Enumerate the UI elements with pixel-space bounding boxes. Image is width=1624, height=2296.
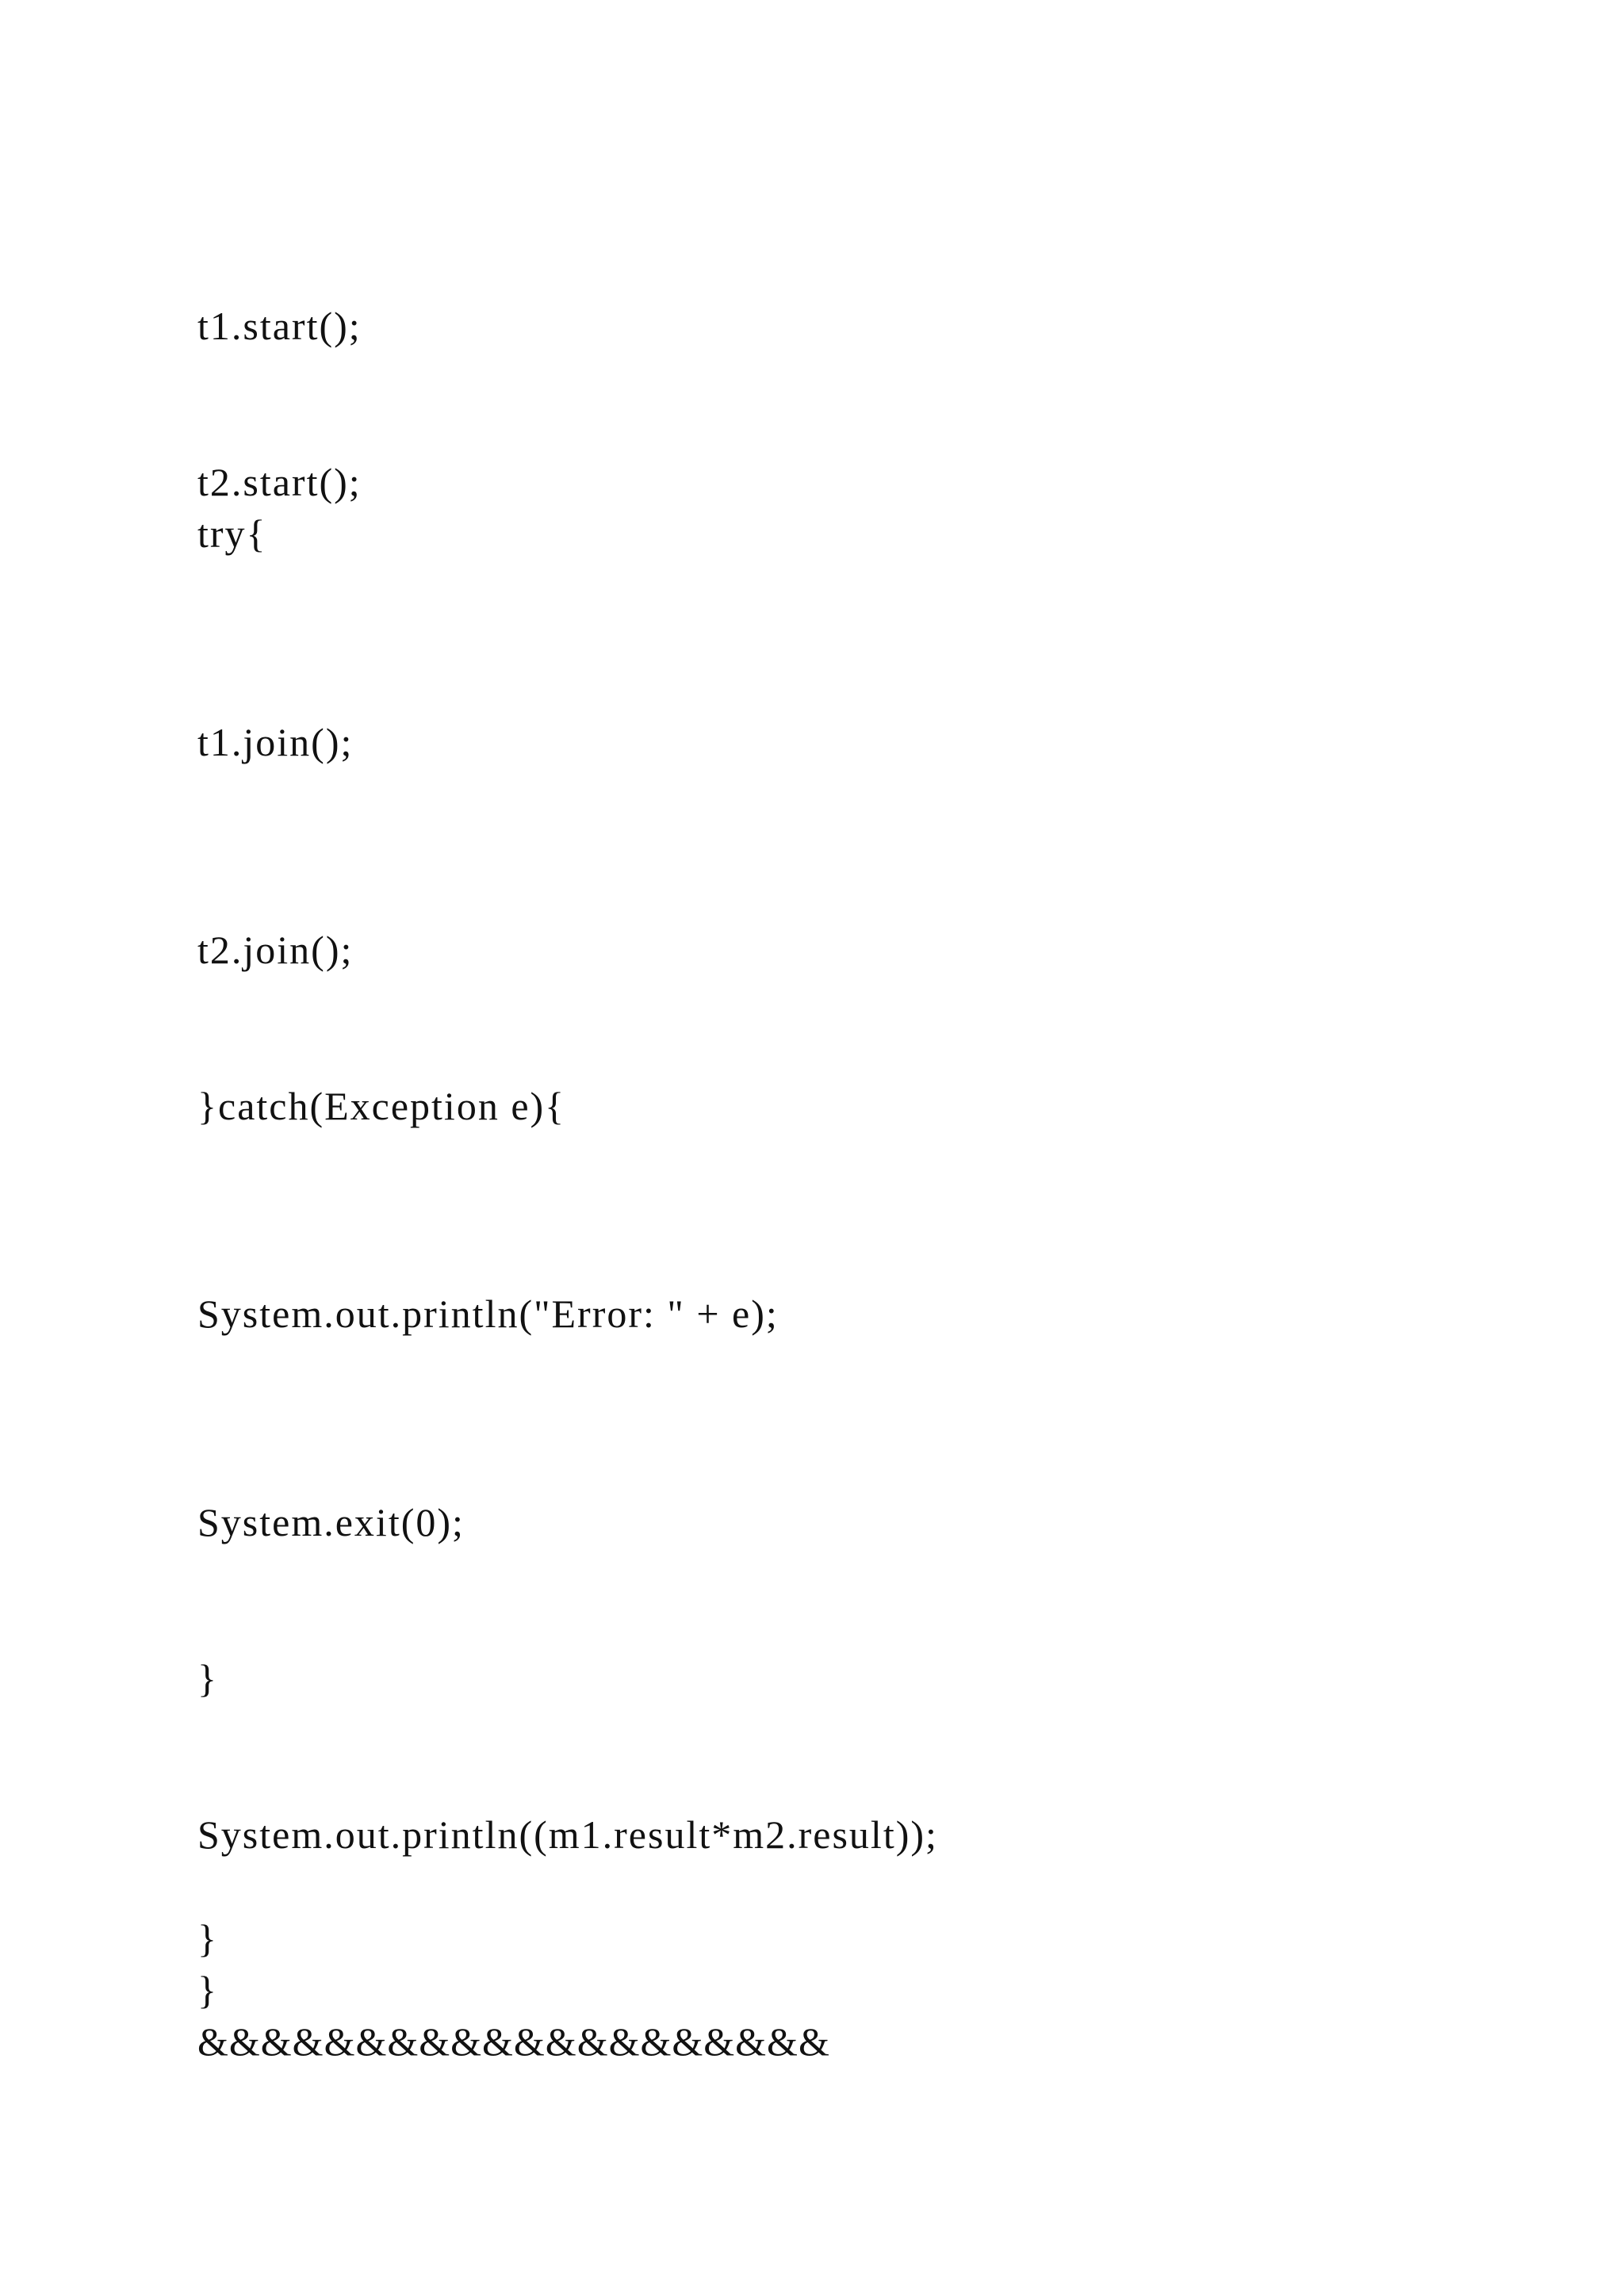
code-line-t1-join: t1.join(); <box>197 720 354 764</box>
code-line-catch: }catch(Exception e){ <box>197 1084 566 1128</box>
code-line-system-exit: System.exit(0); <box>197 1500 465 1544</box>
code-line-close-brace-2: } <box>197 1916 218 1961</box>
code-line-result-print: System.out.println((m1.result*m2.result)); <box>197 1812 938 1857</box>
code-line-close-brace-3: } <box>197 1968 218 2012</box>
code-line-ampersand-separator: &&&&&&&&&&&&&&&&&&&& <box>197 2019 830 2064</box>
code-line-error-print: System.out.println("Error: " + e); <box>197 1292 779 1336</box>
code-line-try: try{ <box>197 511 267 556</box>
code-line-t2-join: t2.join(); <box>197 928 354 972</box>
code-line-close-brace-1: } <box>197 1656 218 1701</box>
code-line-t2-start: t2.start(); <box>197 460 362 504</box>
code-line-t1-start: t1.start(); <box>197 304 362 348</box>
